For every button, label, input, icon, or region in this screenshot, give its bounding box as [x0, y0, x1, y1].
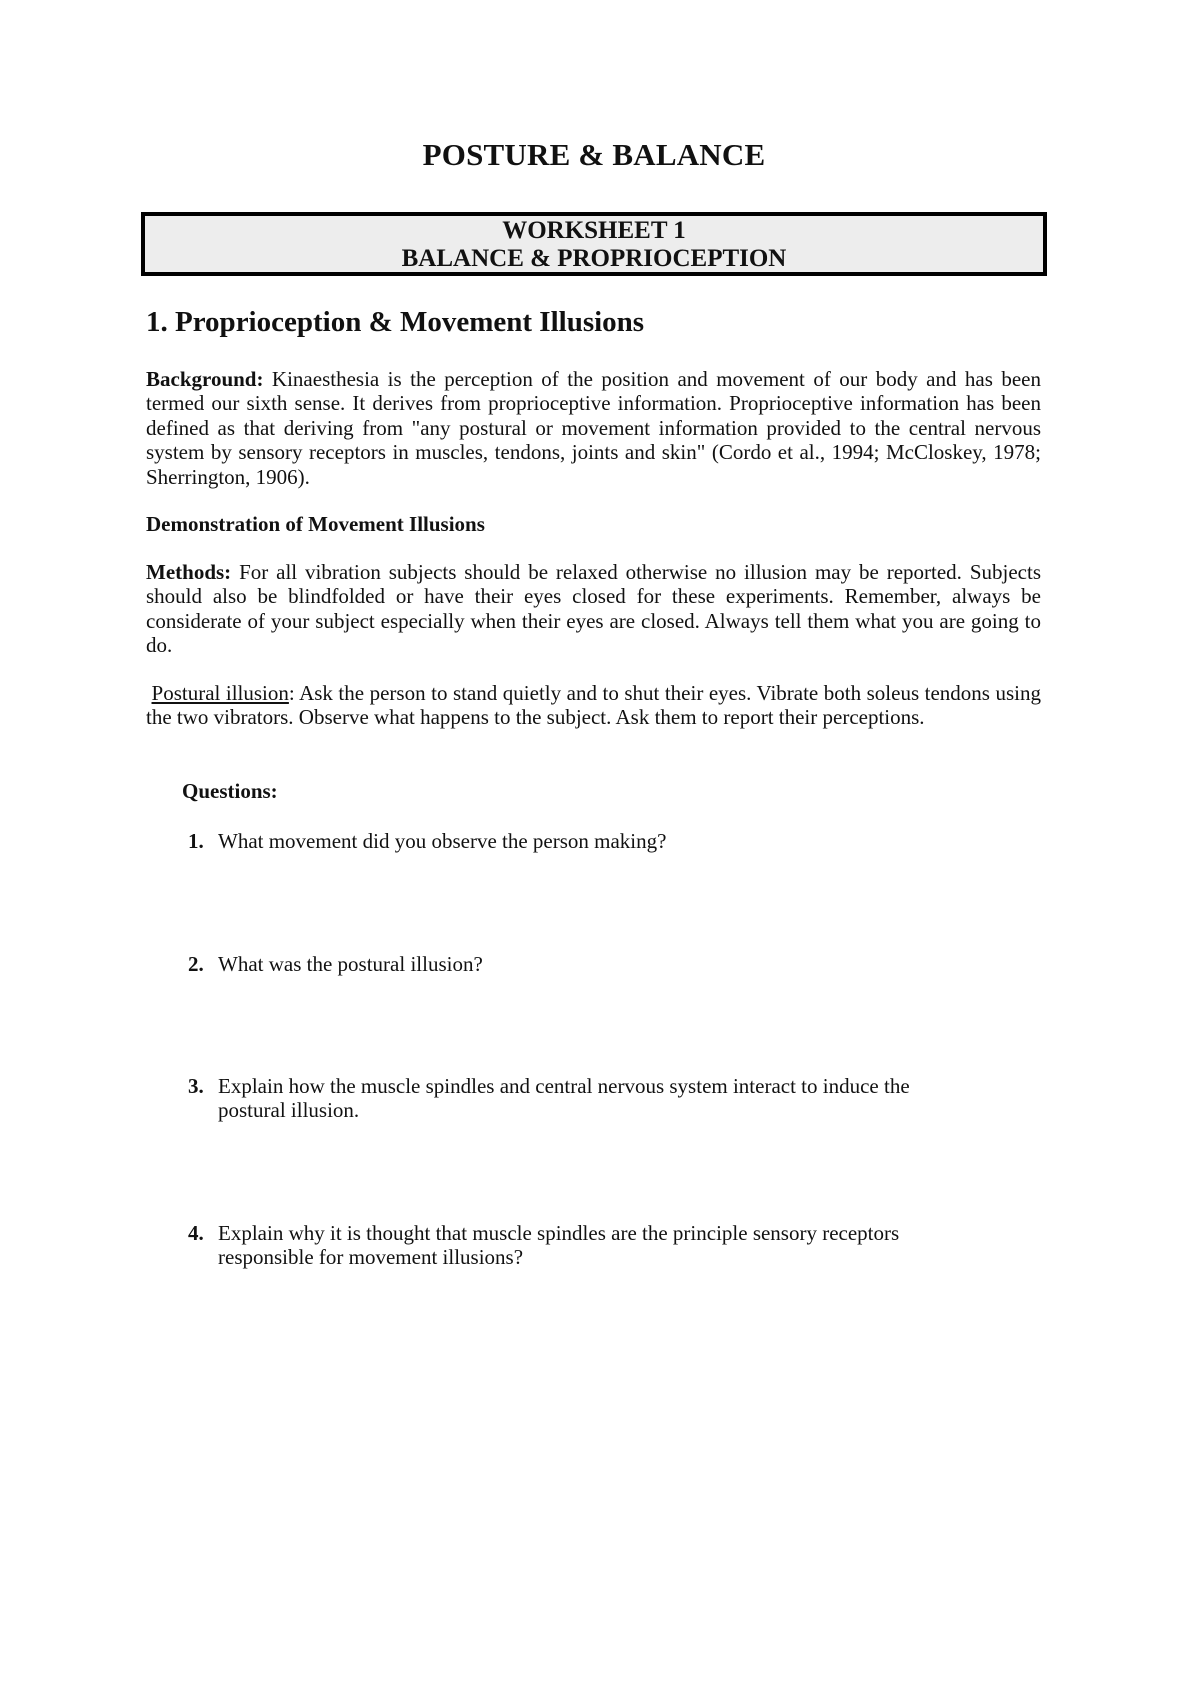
methods-label: Methods:: [146, 560, 232, 584]
question-text: Explain how the muscle spindles and central nervous system interact to induce the: [218, 1074, 910, 1098]
question-text: What movement did you observe the person making?: [218, 829, 667, 853]
question-text: What was the postural illusion?: [218, 952, 483, 976]
methods-paragraph: [146, 560, 1041, 658]
question-item: [188, 1221, 1038, 1270]
questions-label: Questions:: [182, 779, 278, 803]
background-label: Background:: [146, 367, 264, 391]
worksheet-number: WORKSHEET 1: [502, 217, 686, 244]
demonstration-heading: Demonstration of Movement Illusions: [146, 512, 485, 536]
postural-illusion-text: : Ask the person to stand quietly and to shut their eyes. Vibrate both soleus tendons using the two vibrators. Observe what happens to the subject. Ask them to report their perceptions.: [146, 681, 1041, 730]
question-item: [188, 952, 1038, 976]
question-text-continued: postural illusion.: [218, 1098, 360, 1123]
question-text-continued: responsible for movement illusions?: [218, 1245, 524, 1270]
question-number: 3.: [188, 1074, 204, 1098]
question-item: [188, 1074, 1038, 1123]
postural-illusion-paragraph: [146, 681, 1041, 730]
postural-illusion-label: Postural illusion: [151, 681, 289, 705]
document-title: POSTURE & BALANCE: [422, 137, 766, 172]
methods-text: For all vibration subjects should be relaxed otherwise no illusion may be reported. Subjects should also be blindfolded or have their eyes closed for these experiments. Remember, always be considerate of your subject especially when their eyes are closed. Always tell them what you are going to do.: [146, 560, 1041, 658]
section-heading: 1. Proprioception & Movement Illusions: [146, 306, 645, 338]
background-paragraph: [146, 367, 1041, 489]
worksheet-subtitle: BALANCE & PROPRIOCEPTION: [401, 245, 787, 272]
question-text: Explain why it is thought that muscle spindles are the principle sensory receptors: [218, 1221, 900, 1245]
question-number: 4.: [188, 1221, 204, 1245]
question-number: 1.: [188, 829, 204, 853]
question-item: [188, 829, 1038, 853]
worksheet-header-box: [141, 212, 1047, 276]
question-number: 2.: [188, 952, 204, 976]
background-text: Kinaesthesia is the perception of the position and movement of our body and has been termed our sixth sense. It derives from proprioceptive information. Proprioceptive information has been defined as that deriving from "any postural or movement information provided to the central nervous system by sensory receptors in muscles, tendons, joints and skin" (Cordo et al., 1994; McCloskey, 1978; Sherrington, 1906).: [146, 367, 1041, 489]
